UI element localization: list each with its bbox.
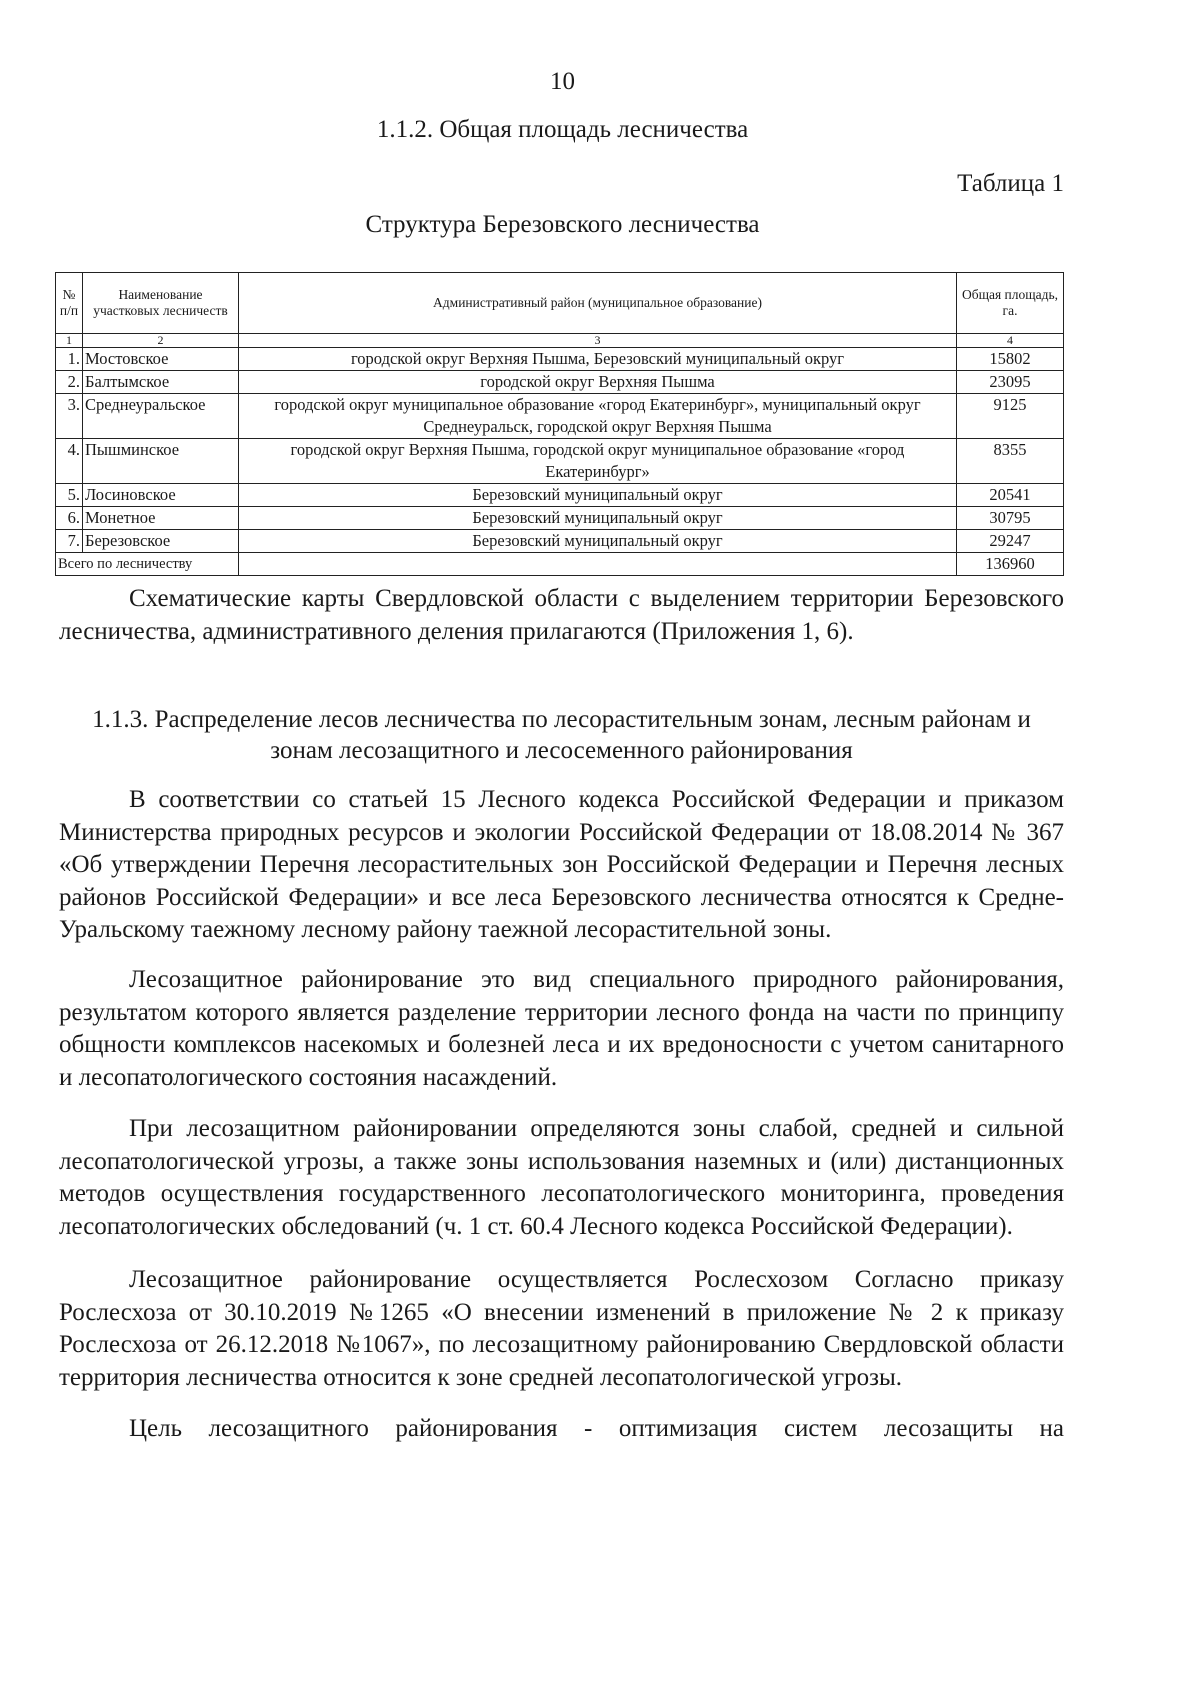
header-district: Административный район (муниципальное образование) [239, 273, 957, 334]
table-row [56, 439, 1064, 484]
table-total-row [56, 553, 1064, 576]
row-name: Среднеуральское [83, 394, 239, 439]
row-num: 2. [56, 371, 83, 394]
row-num: 6. [56, 507, 83, 530]
row-district: Березовский муниципальный округ [239, 484, 957, 507]
total-area: 136960 [957, 553, 1064, 576]
body-paragraph: Лесозащитное районирование осуществляется Рослесхозом Согласно приказу Рослесхоза от 30.10.2019 №1265 «О внесении изменений в приложение № 2 к приказу Рослесхоза от 26.12.2018 №1067», по лесозащитному районированию Свердловской области территория лесничества относится к зоне средней лесопатологической угрозы. [59, 1266, 1064, 1391]
row-area: 9125 [957, 394, 1064, 439]
table-row [56, 484, 1064, 507]
row-area: 30795 [957, 507, 1064, 530]
row-area: 23095 [957, 371, 1064, 394]
row-district: Березовский муниципальный округ [239, 530, 957, 553]
row-district: городской округ муниципальное образование «город Екатеринбург», муниципальный округ Среднеуральск, городской округ Верхняя Пышма [239, 394, 957, 439]
row-num: 3. [56, 394, 83, 439]
body-paragraph: При лесозащитном районировании определяются зоны слабой, средней и сильной лесопатологической угрозы, а также зоны использования наземных и (или) дистанционных методов осуществления государственного лесопатологического мониторинга, проведения лесопатологических обследований (ч. 1 ст. 60.4 Лесного кодекса Российской Федерации). [59, 1115, 1064, 1240]
body-paragraph: Цель лесозащитного районирования - оптимизация систем лесозащиты на [129, 1415, 1064, 1442]
forestry-structure-table [55, 272, 1064, 576]
header-name: Наименование участковых лесничеств [83, 273, 239, 334]
table-row [56, 394, 1064, 439]
row-district: городской округ Верхняя Пышма, Березовский муниципальный округ [239, 348, 957, 371]
column-number-row [56, 334, 1064, 348]
row-num: 5. [56, 484, 83, 507]
column-number: 1 [56, 334, 83, 348]
row-district: городской округ Верхняя Пышма [239, 371, 957, 394]
maps-paragraph: Схематические карты Свердловской области с выделением территории Березовского лесничества, административного деления прилагаются (Приложения 1, 6). [59, 585, 1064, 645]
total-empty-cell [239, 553, 957, 576]
row-area: 20541 [957, 484, 1064, 507]
header-area: Общая площадь, га. [957, 273, 1064, 334]
row-area: 29247 [957, 530, 1064, 553]
header-num: № п/п [56, 273, 83, 334]
row-num: 7. [56, 530, 83, 553]
section-heading-1-1-3: 1.1.3. Распределение лесов лесничества по лесорастительным зонам, лесным районам и зонам лесозащитного и лесосеменного районирования [92, 706, 1031, 764]
row-name: Пышминское [83, 439, 239, 484]
row-name: Балтымское [83, 371, 239, 394]
row-name: Лосиновское [83, 484, 239, 507]
row-num: 4. [56, 439, 83, 484]
row-area: 15802 [957, 348, 1064, 371]
table-row [56, 348, 1064, 371]
body-paragraph: Лесозащитное районирование это вид специального природного районирования, результатом которого является разделение территории лесного фонда на части по принципу общности комплексов насекомых и болезней леса и их вредоносности с учетом санитарного и лесопатологического состояния насаждений. [59, 966, 1064, 1091]
total-label: Всего по лесничеству [56, 553, 239, 576]
column-number: 2 [83, 334, 239, 348]
row-district: городской округ Верхняя Пышма, городской округ муниципальное образование «город Екатеринбург» [239, 439, 957, 484]
row-name: Березовское [83, 530, 239, 553]
column-number: 3 [239, 334, 957, 348]
row-name: Монетное [83, 507, 239, 530]
table-row [56, 371, 1064, 394]
table-row [56, 530, 1064, 553]
table-label: Таблица 1 [957, 170, 1064, 197]
column-number: 4 [957, 334, 1064, 348]
row-district: Березовский муниципальный округ [239, 507, 957, 530]
row-num: 1. [56, 348, 83, 371]
section-title: 1.1.2. Общая площадь лесничества [376, 116, 749, 143]
page-number: 10 [550, 68, 575, 95]
table-header-row [56, 273, 1064, 334]
body-paragraph: В соответствии со статьей 15 Лесного кодекса Российской Федерации и приказом Министерства природных ресурсов и экологии Российской Федерации от 18.08.2014 № 367 «Об утверждении Перечня лесорастительных зон Российской Федерации и Перечня лесных районов Российской Федерации» и все леса Березовского лесничества относятся к Средне-Уральскому таежному лесному району таежной лесорастительной зоны. [59, 786, 1064, 944]
row-area: 8355 [957, 439, 1064, 484]
table-title: Структура Березовского лесничества [365, 211, 760, 238]
table-row [56, 507, 1064, 530]
row-name: Мостовское [83, 348, 239, 371]
